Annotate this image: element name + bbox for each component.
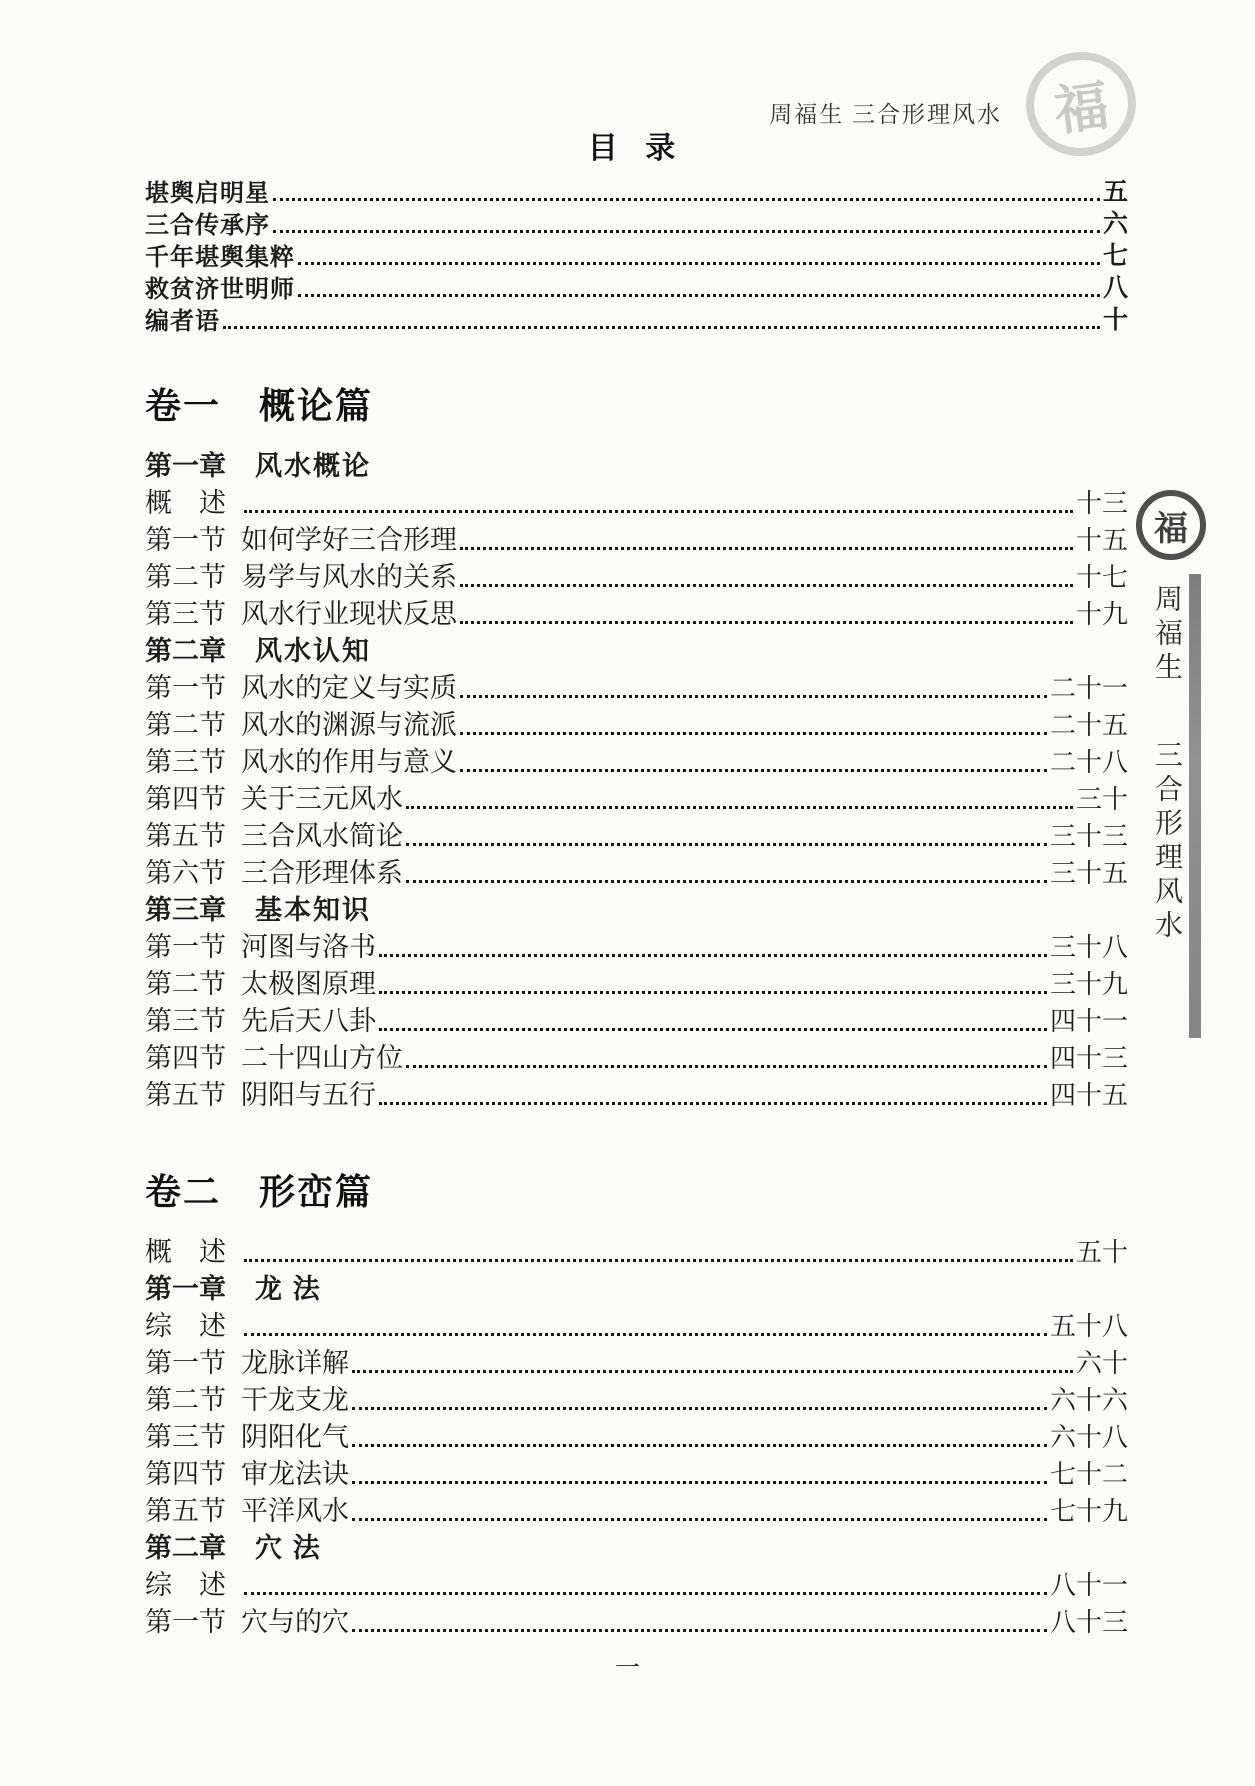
dot-leader (298, 294, 1100, 297)
sidebar-vertical-text (1146, 584, 1182, 944)
volume-heading: 卷一 概论篇 (145, 386, 374, 426)
front-matter-row (145, 176, 1128, 208)
dot-leader (273, 198, 1100, 201)
toc-entry-row (145, 779, 1128, 816)
toc-entry-row (145, 964, 1128, 1001)
dot-leader (244, 1592, 1047, 1595)
entry-label: 第六节 (145, 858, 226, 888)
dot-leader (379, 991, 1047, 994)
dot-leader (460, 621, 1073, 624)
entry-title: 三合风水简论 (241, 821, 403, 851)
toc-entry-row (145, 705, 1128, 742)
entry-page-number: 四十一 (1049, 1007, 1128, 1036)
toc-entry-row (145, 1565, 1128, 1602)
entry-label: 第五节 (145, 821, 226, 851)
dot-leader (460, 732, 1047, 735)
running-header: 周福生 三合形理风水 (769, 102, 1002, 127)
entry-title: 关于三元风水 (241, 784, 403, 814)
entry-label: 第三节 (145, 1422, 226, 1452)
dot-leader (352, 1629, 1047, 1632)
toc-entry-row (145, 816, 1128, 853)
entry-page-number: 四十三 (1049, 1044, 1128, 1073)
entry-label: 第五节 (145, 1496, 226, 1526)
entry-label: 第三节 (145, 747, 226, 777)
front-matter-row (145, 304, 1128, 336)
toc-entry-row (145, 1306, 1128, 1343)
entry-label: 概 述 (145, 488, 226, 518)
entry-title: 阴阳与五行 (241, 1080, 376, 1110)
dot-leader (379, 954, 1047, 957)
dot-leader (406, 843, 1047, 846)
entry-label: 第四节 (145, 1043, 226, 1073)
entry-label: 第二节 (145, 710, 226, 740)
dot-leader (460, 547, 1073, 550)
entry-label: 第一节 (145, 932, 226, 962)
entry-page-number: 六十六 (1049, 1386, 1128, 1415)
dot-leader (244, 1259, 1073, 1262)
entry-title: 龙 法 (255, 1274, 322, 1304)
entry-page-number: 三十五 (1049, 859, 1128, 888)
toc-entry-row (145, 1038, 1128, 1075)
entry-page-number: 二十五 (1049, 711, 1128, 740)
entry-title: 龙脉详解 (241, 1348, 349, 1378)
entry-page-number: 七十九 (1049, 1497, 1128, 1526)
entry-label: 第四节 (145, 1459, 226, 1489)
entry-title: 风水认知 (255, 636, 371, 666)
entry-label: 第二章 (145, 636, 226, 666)
dot-leader (244, 1333, 1047, 1336)
volumes-container (145, 386, 1128, 1639)
toc-entry-row (145, 1232, 1128, 1269)
entry-title: 风水的渊源与流派 (241, 710, 457, 740)
entry-label: 第一章 (145, 1274, 226, 1304)
entry-label: 第一节 (145, 673, 226, 703)
toc-chapter-row (145, 446, 1128, 483)
dot-leader (352, 1370, 1073, 1373)
entry-title: 审龙法诀 (241, 1459, 349, 1489)
dot-leader (298, 262, 1100, 265)
entry-page-number: 四十五 (1049, 1081, 1128, 1110)
entry-label: 第二节 (145, 1385, 226, 1415)
entry-title: 三合传承序 (145, 213, 270, 239)
entry-page-number: 二十一 (1049, 674, 1128, 703)
entry-title: 平洋风水 (241, 1496, 349, 1526)
toc-chapter-row (145, 1528, 1128, 1565)
entry-label: 综 述 (145, 1570, 226, 1600)
entry-page-number: 八十一 (1049, 1571, 1128, 1600)
entry-label: 第五节 (145, 1080, 226, 1110)
entry-page-number: 三十八 (1049, 933, 1128, 962)
entry-page-number: 十 (1102, 307, 1128, 334)
entry-label: 第四节 (145, 784, 226, 814)
entry-title: 风水的定义与实质 (241, 673, 457, 703)
front-matter-row (145, 208, 1128, 240)
entry-page-number: 五 (1102, 179, 1128, 206)
entry-page-number: 八十三 (1049, 1608, 1128, 1637)
dot-leader (352, 1444, 1047, 1447)
entry-page-number: 七十二 (1049, 1460, 1128, 1489)
book-title-vertical: 三合形理风水 (1151, 740, 1182, 944)
toc-entry-row (145, 1075, 1128, 1112)
entry-title: 阴阳化气 (241, 1422, 349, 1452)
entry-page-number: 十五 (1075, 526, 1128, 555)
toc-entry-row (145, 1602, 1128, 1639)
entry-title: 三合形理体系 (241, 858, 403, 888)
entry-page-number: 八 (1102, 275, 1128, 302)
entry-title: 易学与风水的关系 (241, 562, 457, 592)
entry-page-number: 七 (1102, 243, 1128, 270)
dot-leader (460, 769, 1047, 772)
front-matter-row (145, 272, 1128, 304)
sidebar-vertical-rule (1189, 574, 1201, 1038)
entry-label: 概 述 (145, 1237, 226, 1267)
entry-label: 第三节 (145, 599, 226, 629)
front-matter-row (145, 240, 1128, 272)
entry-label: 第三章 (145, 895, 226, 925)
entry-page-number: 五十 (1075, 1238, 1128, 1267)
fu-seal-icon (1136, 490, 1206, 560)
dot-leader (352, 1518, 1047, 1521)
volume-heading: 卷二 形峦篇 (145, 1172, 374, 1212)
toc-content (145, 132, 1128, 1639)
entry-title: 救贫济世明师 (145, 277, 295, 303)
seal-character: 福 (1154, 510, 1188, 548)
entry-title: 如何学好三合形理 (241, 525, 457, 555)
toc-chapter-row (145, 1269, 1128, 1306)
author-name-vertical: 周福生 (1151, 584, 1182, 686)
entry-page-number: 十九 (1075, 600, 1128, 629)
front-matter-list (145, 176, 1128, 336)
toc-chapter-row (145, 631, 1128, 668)
entry-page-number: 五十八 (1049, 1312, 1128, 1341)
toc-entry-row (145, 927, 1128, 964)
entry-title: 千年堪舆集粹 (145, 245, 295, 271)
dot-leader (352, 1407, 1047, 1410)
toc-entry-row (145, 742, 1128, 779)
entry-label: 第三节 (145, 1006, 226, 1036)
toc-entry-row (145, 1454, 1128, 1491)
entry-page-number: 三十九 (1049, 970, 1128, 999)
toc-entry-row (145, 1380, 1128, 1417)
entry-title: 二十四山方位 (241, 1043, 403, 1073)
entry-page-number: 六十八 (1049, 1423, 1128, 1452)
entry-title: 堪舆启明星 (145, 181, 270, 207)
dot-leader (406, 1065, 1047, 1068)
dot-leader (352, 1481, 1047, 1484)
dot-leader (244, 510, 1073, 513)
dot-leader (406, 880, 1047, 883)
entry-label: 第二章 (145, 1533, 226, 1563)
entry-label: 第一节 (145, 525, 226, 555)
toc-chapter-row (145, 890, 1128, 927)
entry-title: 风水的作用与意义 (241, 747, 457, 777)
watermark-seal-character: 福 (1051, 75, 1113, 142)
dot-leader (406, 806, 1073, 809)
toc-volume (145, 386, 1128, 1112)
entry-label: 第一节 (145, 1607, 226, 1637)
entry-page-number: 十三 (1075, 489, 1128, 518)
entry-page-number: 十七 (1075, 563, 1128, 592)
toc-entry-row (145, 520, 1128, 557)
toc-entry-row (145, 1343, 1128, 1380)
entry-label: 第一章 (145, 451, 226, 481)
dot-leader (460, 584, 1073, 587)
toc-title: 目 录 (587, 132, 686, 165)
entry-title: 穴与的穴 (241, 1607, 349, 1637)
entry-label: 第二节 (145, 969, 226, 999)
entry-label: 第一节 (145, 1348, 226, 1378)
entry-page-number: 六十 (1075, 1349, 1128, 1378)
entry-label: 第二节 (145, 562, 226, 592)
toc-entry-row (145, 1417, 1128, 1454)
entry-page-number: 六 (1102, 211, 1128, 238)
dot-leader (223, 326, 1100, 329)
page-number: 一 (614, 1655, 640, 1682)
entry-title: 太极图原理 (241, 969, 376, 999)
entry-title: 风水行业现状反思 (241, 599, 457, 629)
entry-label: 综 述 (145, 1311, 226, 1341)
toc-entry-row (145, 853, 1128, 890)
entry-title: 穴 法 (255, 1533, 322, 1563)
toc-volume (145, 1172, 1128, 1639)
entry-page-number: 三十三 (1049, 822, 1128, 851)
toc-entry-row (145, 1491, 1128, 1528)
dot-leader (379, 1102, 1047, 1105)
dot-leader (460, 695, 1047, 698)
toc-entry-row (145, 483, 1128, 520)
entry-title: 河图与洛书 (241, 932, 376, 962)
entry-title: 编者语 (145, 309, 220, 335)
toc-entry-row (145, 557, 1128, 594)
entry-title: 风水概论 (255, 451, 371, 481)
entry-title: 基本知识 (255, 895, 371, 925)
toc-entry-row (145, 594, 1128, 631)
entry-page-number: 三十 (1075, 785, 1128, 814)
toc-entry-row (145, 668, 1128, 705)
dot-leader (379, 1028, 1047, 1031)
toc-entry-row (145, 1001, 1128, 1038)
entry-page-number: 二十八 (1049, 748, 1128, 777)
entry-title: 干龙支龙 (241, 1385, 349, 1415)
dot-leader (273, 230, 1100, 233)
entry-title: 先后天八卦 (241, 1006, 376, 1036)
